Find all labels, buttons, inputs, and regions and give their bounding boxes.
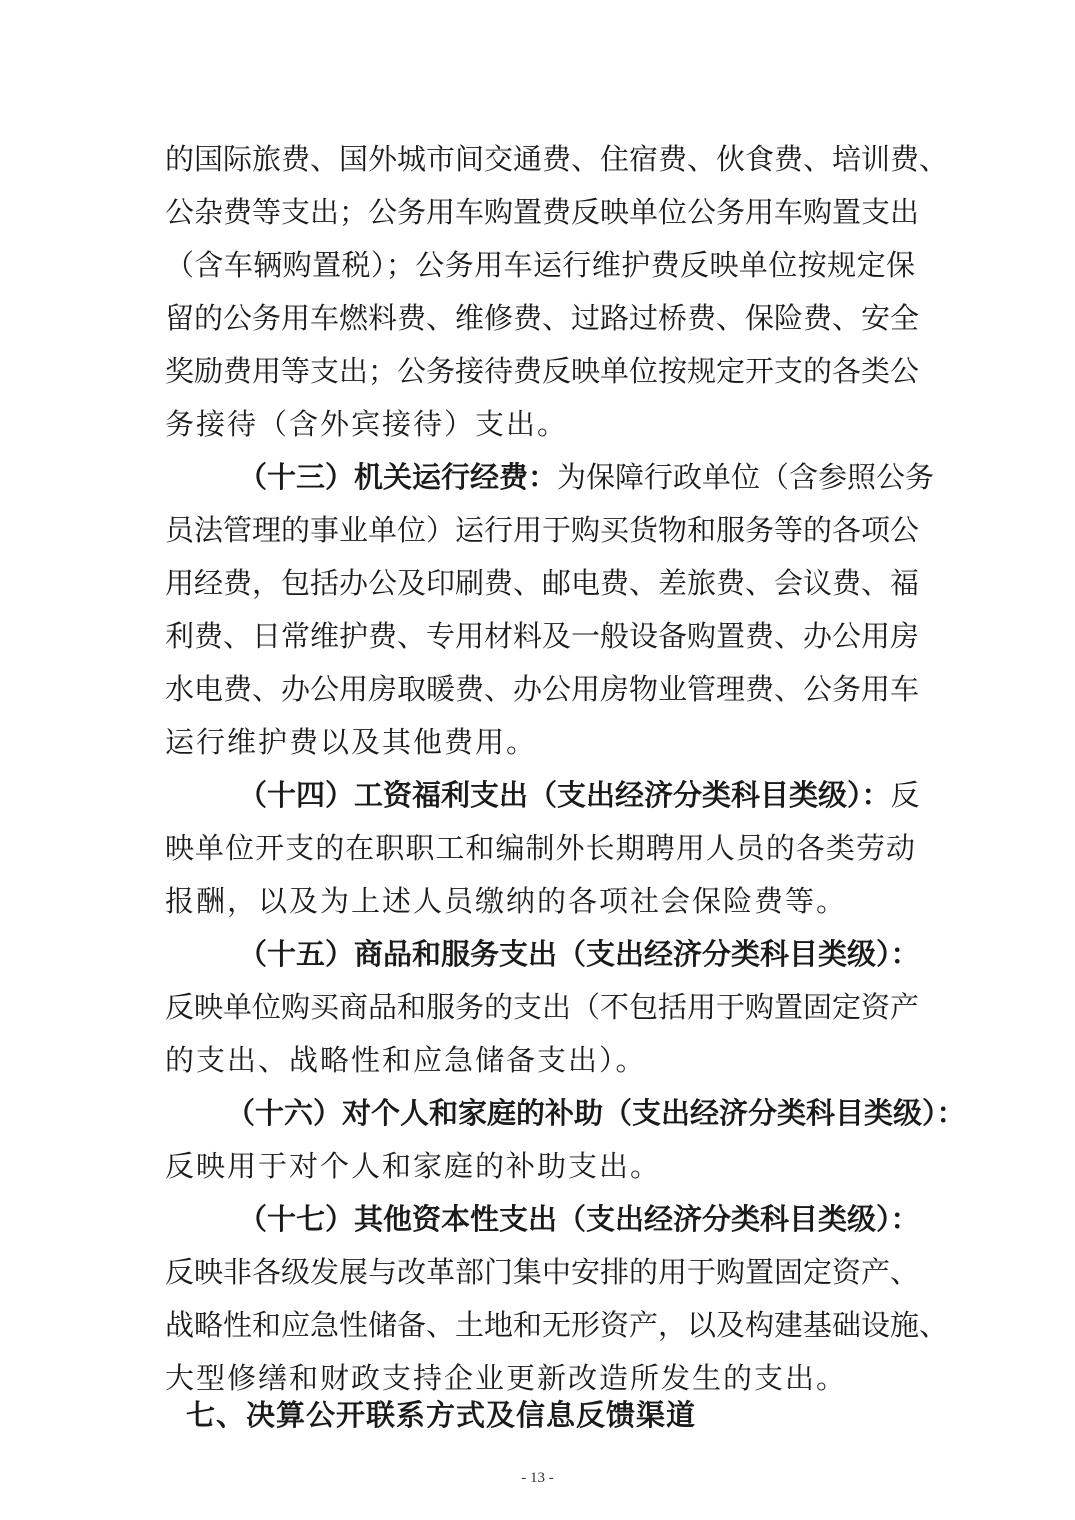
text-line: 大型修缮和财政支持企业更新改造所发生的支出。 <box>165 1361 848 1395</box>
text-line: 战略性和应急性储备、土地和无形资产，以及构建基础设施、 <box>165 1308 949 1342</box>
section-17-title: （十七）其他资本性支出（支出经济分类科目类级）： <box>238 1202 920 1236</box>
text-line: 员法管理的事业单位）运行用于购买货物和服务等的各项公 <box>165 513 920 547</box>
text-line: 报酬，以及为上述人员缴纳的各项社会保险费等。 <box>165 884 848 918</box>
text-line: （含车辆购置税）；公务用车运行维护费反映单位按规定保 <box>165 248 915 282</box>
text-line: 映单位开支的在职职工和编制外长期聘用人员的各类劳动 <box>165 831 915 865</box>
section-14-title: （十四）工资福利支出（支出经济分类科目类级）： <box>238 778 891 812</box>
section-16-title: （十六）对个人和家庭的补助（支出经济分类科目类级）： <box>226 1096 966 1130</box>
text-line: 水电费、办公用房取暖费、办公用房物业管理费、公务用车 <box>165 672 920 706</box>
text-line: 运行维护费以及其他费用。 <box>165 725 538 759</box>
section-13-first-line <box>238 457 935 497</box>
text-line: 奖励费用等支出；公务接待费反映单位按规定开支的各类公 <box>165 354 920 388</box>
section-15-title: （十五）商品和服务支出（支出经济分类科目类级）： <box>238 937 920 971</box>
section-13-title: （十三）机关运行经费： <box>238 460 558 494</box>
text-line: 利费、日常维护费、专用材料及一般设备购置费、办公用房 <box>165 619 920 653</box>
section-heading: 七、决算公开联系方式及信息反馈渠道 <box>186 1398 697 1432</box>
text-line: 反映单位购买商品和服务的支出（不包括用于购置固定资产 <box>165 990 920 1024</box>
text-line: 用经费，包括办公及印刷费、邮电费、差旅费、会议费、福 <box>165 566 920 600</box>
text-line: 反映非各级发展与改革部门集中安排的用于购置固定资产、 <box>165 1255 920 1289</box>
text-line: 的国际旅费、国外城市间交通费、住宿费、伙食费、培训费、 <box>165 142 949 176</box>
text-line: 反映用于对个人和家庭的补助支出。 <box>165 1149 662 1183</box>
page-number: - 13 - <box>521 1470 554 1486</box>
section-14-text: 反 <box>890 778 920 812</box>
text-line: 务接待（含外宾接待）支出。 <box>165 407 569 441</box>
section-14-first-line <box>238 775 920 815</box>
text-line: 留的公务用车燃料费、维修费、过路过桥费、保险费、安全 <box>165 301 920 335</box>
section-13-text: 为保障行政单位（含参照公务 <box>557 460 935 494</box>
text-line: 的支出、战略性和应急储备支出）。 <box>165 1043 647 1077</box>
text-line: 公杂费等支出；公务用车购置费反映单位公务用车购置支出 <box>165 195 920 229</box>
